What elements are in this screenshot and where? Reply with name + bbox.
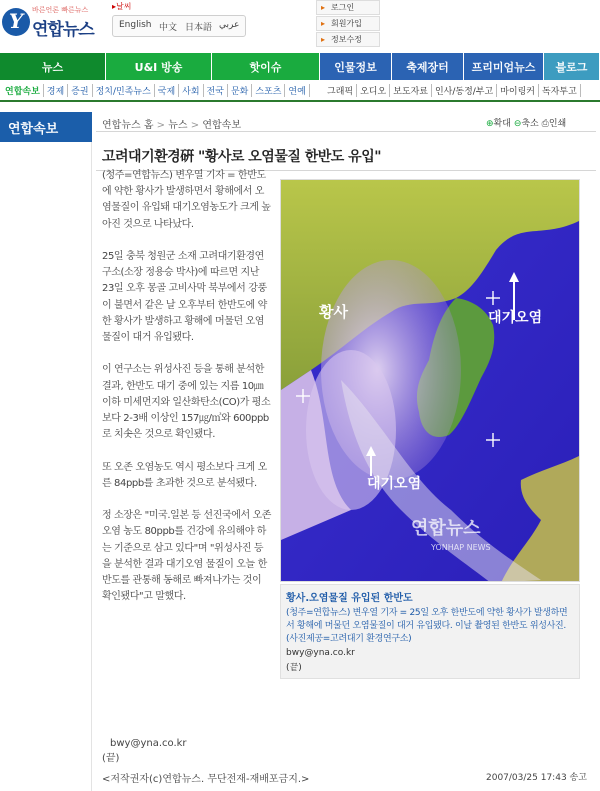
subnav-stocks[interactable]: 증권 (68, 84, 92, 97)
reporter-email: bwy@yna.co.kr (110, 738, 187, 749)
article-body (102, 168, 272, 622)
subnav-politics[interactable]: 정치/민족뉴스 (93, 84, 155, 97)
subnav-press[interactable]: 보도자료 (390, 84, 432, 97)
site-header (0, 0, 600, 52)
lang-japanese[interactable]: 日本語 (185, 23, 213, 33)
print-icon: ⎙ (541, 119, 549, 129)
watermark: 연합뉴스 (411, 518, 481, 539)
label-yellow-dust: 황사 (319, 303, 348, 321)
logo-name: 연합뉴스 (32, 20, 94, 40)
subnav-personnel[interactable]: 인사/동정/부고 (432, 84, 497, 97)
breadcrumb (102, 116, 241, 131)
tab-people[interactable]: 인물정보 (320, 53, 392, 80)
user-links (316, 0, 380, 48)
subnav-world[interactable]: 국제 (155, 84, 179, 97)
main-nav (0, 53, 600, 80)
breadcrumb-separator: > (156, 120, 166, 131)
yonhap-logo[interactable] (2, 4, 98, 38)
photo-caption (280, 584, 580, 679)
subnav-mylinker[interactable]: 마이링커 (497, 84, 539, 97)
edit-profile-link[interactable]: ▸ 정보수정 (316, 32, 380, 47)
logo-mark-icon: Y (2, 8, 30, 36)
sub-nav (0, 80, 600, 102)
tab-festival[interactable]: 축제장터 (392, 53, 464, 80)
breadcrumb-news[interactable]: 뉴스 (168, 120, 188, 131)
sidebar-title[interactable]: 연합속보 (0, 112, 92, 142)
left-sidebar (0, 112, 92, 791)
article-paragraph: (청주=연합뉴스) 변우열 기자 = 한반도에 약한 황사가 발생하면서 황해에서 오염물질이 유입돼 대기오염농도가 크게 높아진 것으로 나타났다. (102, 170, 271, 230)
zoom-out-icon: ⊖ (513, 119, 522, 129)
article-end-mark: (끝) (102, 753, 120, 764)
label-pollution-south: 대기오염 (367, 476, 422, 492)
print-button[interactable]: 인쇄 (548, 119, 567, 129)
weather-link[interactable]: ▸날씨 (112, 2, 132, 11)
label-pollution-east: 대기오염 (488, 310, 543, 326)
article-paragraph: 정 소장은 "미국.일본 등 선진국에서 오존오염 농도 80ppb를 건강에 유의해야 하는 기준으로 삼고 있다"며 "위성사진 등을 분석한 결과 대기오염 물질이 오늘 한반도를 관통해 동해로 빠져나가는 것이 확인됐다"고 말했다. (102, 510, 272, 603)
article-paragraph: 25일 충북 청원군 소재 고려대기환경연구소(소장 정용승 박사)에 따르면 지난 23일 오후 몽골 고비사막 북부에서 강풍이 불면서 같은 날 오후부터 한반도에 약한 황사가 발생하고 황해에 머물던 오염물질이 대거 유입됐다. (102, 251, 267, 344)
language-selector (112, 15, 246, 37)
breadcrumb-current[interactable]: 연합속보 (202, 120, 241, 131)
copyright-notice: <저작권자(c)연합뉴스. 무단전재-재배포금지.> (102, 774, 310, 785)
caption-text: (청주=연합뉴스) 변우열 기자 = 25일 오후 한반도에 약한 황사가 발생하면서 황해에 머물던 오염물질이 대거 유입됐다. 이날 촬영된 한반도 위성사진. (사진제공=고려대기 환경연구소) (286, 608, 568, 644)
tab-news[interactable]: 뉴스 (0, 53, 106, 80)
tab-premium[interactable]: 프리미엄뉴스 (464, 53, 544, 80)
lang-arabic[interactable]: عربي (219, 20, 240, 30)
caption-email: bwy@yna.co.kr (286, 648, 355, 658)
caption-title: 황사.오염물질 유입된 한반도 (286, 593, 413, 604)
tab-blog[interactable]: 블로그 (544, 53, 600, 80)
zoom-in-icon: ⊕ (486, 119, 494, 129)
subnav-reader[interactable]: 독자투고 (539, 84, 581, 97)
breadcrumb-separator: > (190, 120, 200, 131)
subnav-sports[interactable]: 스포츠 (252, 84, 285, 97)
subnav-nation[interactable]: 전국 (204, 84, 228, 97)
login-link[interactable]: ▸ 로그인 (316, 0, 380, 15)
tab-hot-issue[interactable]: 핫이슈 (212, 53, 320, 80)
article-paragraph: 또 오존 오염농도 역시 평소보다 크게 오른 84ppb를 초과한 것으로 분석됐다. (102, 461, 267, 489)
tab-uni-broadcast[interactable]: U&I 방송 (106, 53, 212, 80)
article-headline: 고려대기환경硏 "황사로 오염물질 한반도 유입" (102, 149, 382, 165)
watermark-en: YONHAP NEWS (431, 543, 491, 552)
subnav-breaking[interactable]: 연합속보 (2, 84, 44, 97)
divider (96, 131, 596, 132)
logo-slogan: 바른언론 빠른뉴스 (32, 6, 89, 14)
zoom-out-button[interactable]: 축소 (521, 119, 539, 129)
breadcrumb-home[interactable]: 연합뉴스 홈 (102, 120, 154, 131)
satellite-photo[interactable] (280, 179, 580, 582)
publish-datetime: 2007/03/25 17:43 송고 (486, 773, 587, 783)
subnav-audio[interactable]: 오디오 (357, 84, 390, 97)
article-signoff (102, 736, 187, 766)
satellite-image (281, 180, 580, 582)
subnav-culture[interactable]: 문화 (228, 84, 252, 97)
lang-english[interactable]: English (119, 20, 152, 30)
article-paragraph: 이 연구소는 위성사진 등을 통해 분석한 결과, 한반도 대기 중에 있는 지름 10㎛ 이하 미세먼지와 일산화탄소(CO)가 평소보다 2-3배 이상인 157㎍/㎥와 600ppb로 치솟은 것으로 확인됐다. (102, 364, 271, 441)
subnav-entertainment[interactable]: 연예 (285, 84, 309, 97)
subnav-graphics[interactable]: 그래픽 (324, 84, 357, 97)
subnav-economy[interactable]: 경제 (44, 84, 68, 97)
caption-end: (끝) (286, 663, 302, 673)
signup-link[interactable]: ▸ 회원가입 (316, 16, 380, 31)
subnav-society[interactable]: 사회 (179, 84, 203, 97)
zoom-in-button[interactable]: 확대 (493, 119, 511, 129)
article-tools (486, 116, 566, 129)
lang-chinese[interactable]: 中文 (159, 23, 178, 33)
